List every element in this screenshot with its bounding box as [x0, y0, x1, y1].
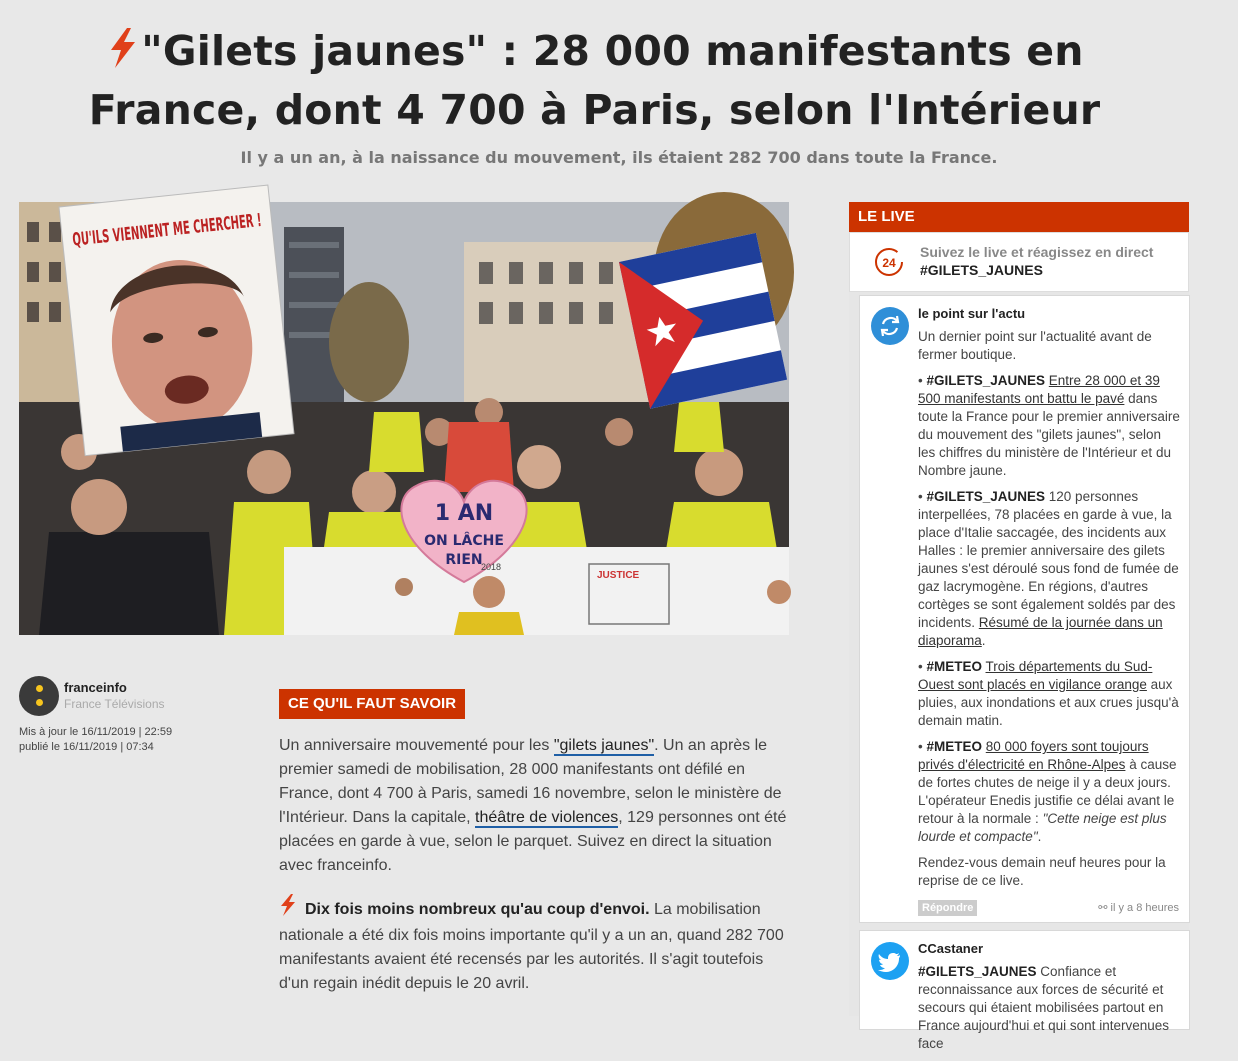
updated-date: Mis à jour le 16/11/2019 | 22:59: [19, 726, 173, 738]
live-banner-hashtag: #GILETS_JAUNES: [920, 262, 1043, 278]
article-subtitle: Il y a un an, à la naissance du mouvement, ils étaient 282 700 dans toute la France.: [240, 148, 998, 167]
headline-line2: France, dont 4 700 à Paris, selon l'Intérieur: [88, 86, 1101, 134]
post-bullet: • #GILETS_JAUNES 120 personnes interpellées, 78 placées en garde à vue, la place d'Italie saccagée, des incidents aux Halles : le premier anniversaire des gilets jaunes s'est déroulé sous fond de fumée de gaz lacrymogène. En régions, d'autres cortèges se sont également soldés par des incidents. Résumé de la journée dans un diaporama.: [918, 489, 1179, 648]
source-group: France Télévisions: [64, 697, 165, 711]
banner-year: 2018: [481, 562, 502, 572]
link-icon: ⚯: [1098, 902, 1111, 914]
live-sidebar: [849, 202, 1189, 1051]
post-body: #GILETS_JAUNES Confiance et reconnaissance aux forces de sécurité et secours qui étaient mobilisées partout en France aujourd'hui et qui sont intervenues face: [918, 964, 1169, 1051]
post-bullet: • #METEO Trois départements du Sud-Ouest sont placés en vigilance orange aux pluies, aux inondations et aux crues jusqu'à demain matin.: [918, 659, 1179, 728]
franceinfo-logo-icon[interactable]: [19, 676, 59, 716]
refresh-icon: [871, 307, 909, 345]
gilets-jaunes-link[interactable]: "gilets jaunes": [553, 737, 655, 754]
post-timestamp[interactable]: ⚯ il y a 8 heures: [1098, 902, 1179, 914]
post-body: Un dernier point sur l'actualité avant de fermer boutique. • #GILETS_JAUNES Entre 28 000 et 39 500 manifestants ont battu le pavé dans toute la France pour le premier anniversaire du mouvement des "gilets jaunes", selon les chiffres du ministère de l'Intérieur et du Nombre jaune. • #GILETS_JAUNES 120 personnes interpellées, 78 placées en garde à vue, la place d'Italie saccagée, des incidents aux Halles : le premier anniversaire des gilets jaunes s'est déroulé sous fond de fumée de gaz lacrymogène. En régions, d'autres cortèges se sont également soldés par des incidents. Résumé de la journée dans un diaporama. • #METEO Trois départements du Sud-Ouest sont placés en vigilance orange aux pluies, aux inondations et aux crues jusqu'à demain matin. • #METEO 80 000 foyers sont toujours privés d'électricité en Rhône-Alpes à cause de fortes chutes de neige il y a deux jours. L'opérateur Enedis justifie ce délai avant le retour à la normale : "Cette neige est plus lourde et compacte". Rendez-vous demain neuf heures pour la reprise de ce live.: [918, 329, 1180, 888]
live-post: [859, 295, 1190, 923]
protest-placard: [59, 185, 414, 456]
heart-text-3: RIEN: [445, 552, 483, 568]
article-body: [279, 734, 789, 1012]
article-photo: [19, 194, 789, 635]
post-bullet: • #METEO 80 000 foyers sont toujours privés d'électricité en Rhône-Alpes à cause de fortes chutes de neige il y a deux jours. L'opérateur Enedis justifie ce délai avant le retour à la normale : "Cette neige est plus lourde et compacte".: [918, 739, 1177, 844]
what-to-know-tag: CE QU'IL FAUT SAVOIR: [279, 689, 465, 719]
article-paragraph-1: Un anniversaire mouvementé pour les "gilets jaunes". Un an après le premier samedi de mobilisation, 28 000 manifestants ont défilé en France, dont 4 700 à Paris, samedi 16 novembre, selon le ministère de l'Intérieur. Dans la capitale, théâtre de violences, 129 personnes ont été placées en garde à vue, selon le parquet. Suivez en direct la situation avec franceinfo.: [279, 737, 787, 874]
post-author: le point sur l'actu: [918, 306, 1026, 321]
live-post: [859, 930, 1190, 1051]
heart-text-1: 1 AN: [434, 501, 494, 526]
24h-icon: [874, 247, 904, 277]
article-paragraph-2: Dix fois moins nombreux qu'au coup d'envoi. La mobilisation nationale a été dix fois moins importante qu'il y a un an, quand 282 700 manifestants avaient été recensés par les autorités. Il s'agit toutefois d'un regain inédit depuis le 20 avril.: [279, 894, 789, 996]
article-dates: [19, 725, 172, 755]
vigilance-link[interactable]: Trois départements du Sud-Ouest sont placés en vigilance orange: [918, 659, 1153, 692]
live-banner-cta: Suivez le live et réagissez en direct: [920, 244, 1154, 260]
flash-icon: [279, 894, 297, 924]
headline-line1: "Gilets jaunes" : 28 000 manifestants en: [141, 27, 1084, 75]
flash-icon: [105, 26, 139, 83]
manifestants-link[interactable]: Entre 28 000 et 39 500 manifestants ont battu le pavé: [918, 373, 1160, 406]
article-headline: [0, 24, 1189, 137]
reply-button[interactable]: Répondre: [918, 900, 977, 916]
diaporama-link[interactable]: Résumé de la journée dans un diaporama: [918, 615, 1163, 648]
svg-text:24: 24: [882, 256, 896, 270]
live-header: LE LIVE: [849, 202, 1189, 232]
electricite-link[interactable]: 80 000 foyers sont toujours privés d'électricité en Rhône-Alpes: [918, 739, 1149, 772]
twitter-bird-icon: [871, 942, 909, 980]
violences-link[interactable]: théâtre de violences: [475, 809, 619, 826]
published-date: publié le 16/11/2019 | 07:34: [19, 741, 154, 753]
source-brand[interactable]: franceinfo: [64, 680, 127, 695]
live-banner[interactable]: [849, 232, 1189, 292]
banner-justice-label: JUSTICE: [597, 570, 640, 581]
post-bullet: • #GILETS_JAUNES Entre 28 000 et 39 500 manifestants ont battu le pavé dans toute la France pour le premier anniversaire du mouvement des "gilets jaunes", selon les chiffres du ministère de l'Intérieur et du Nombre jaune.: [918, 373, 1180, 478]
placard-text: QU'ILS VIENNENT ME CHERCHER !: [71, 194, 414, 251]
heart-text-2: ON LÂCHE: [424, 533, 504, 549]
post-author: CCastaner: [918, 941, 984, 956]
